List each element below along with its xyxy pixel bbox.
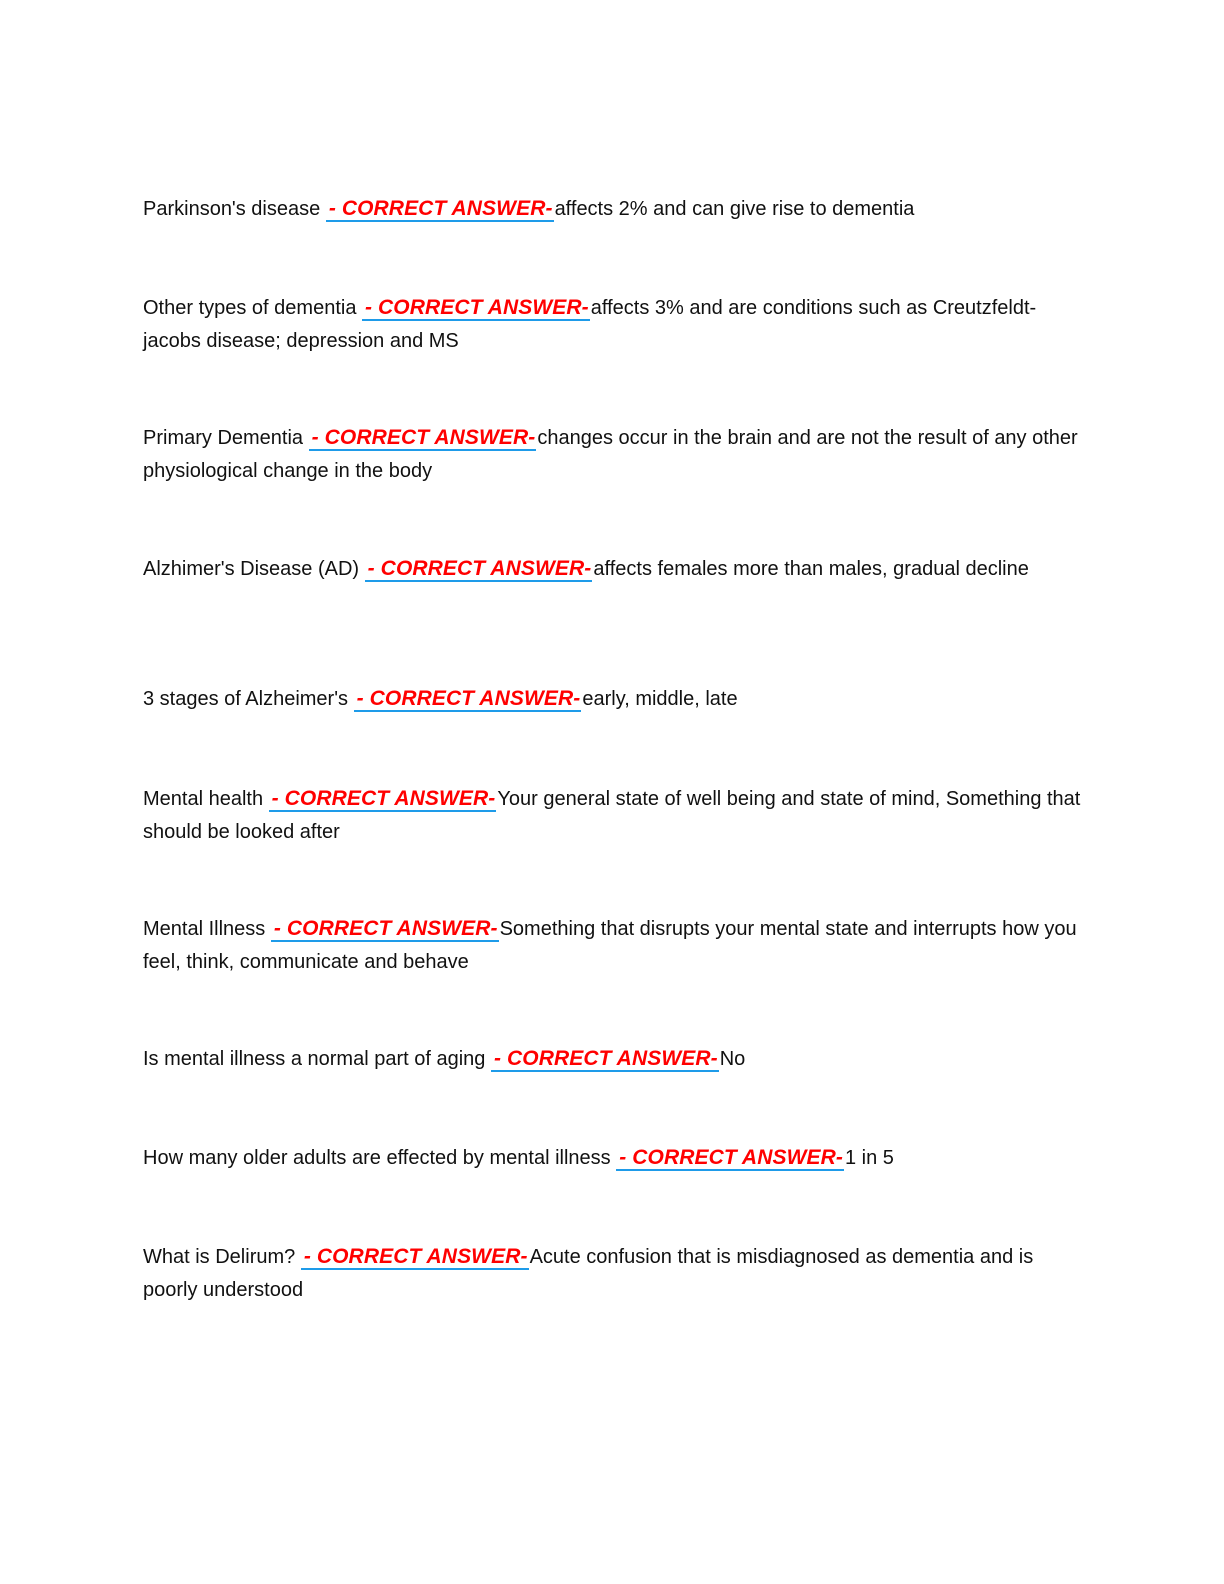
answer-text: affects 3% and are conditions such as Creutzfeldt- jacobs disease; depression and MS <box>143 297 1037 352</box>
qa-item <box>143 421 1083 488</box>
answer-text: early, middle, late <box>582 688 738 710</box>
qa-item <box>143 782 1083 849</box>
answer-text: No <box>719 1048 746 1070</box>
answer-text: changes occur in the brain and are not the result of any other physiological change in the body <box>143 427 1078 482</box>
correct-answer-marker: - CORRECT ANSWER- <box>301 1245 529 1270</box>
question-text: How many older adults are effected by mental illness <box>143 1147 611 1169</box>
correct-answer-marker: - CORRECT ANSWER- <box>326 197 554 222</box>
answer-text: 1 in 5 <box>844 1147 894 1169</box>
question-text: Alzhimer's Disease (AD) <box>143 558 360 580</box>
question-text: 3 stages of Alzheimer's <box>143 688 349 710</box>
correct-answer-marker: - CORRECT ANSWER- <box>309 426 537 451</box>
qa-item <box>143 291 1083 358</box>
answer-text: affects females more than males, gradual decline <box>593 558 1029 580</box>
correct-answer-marker: - CORRECT ANSWER- <box>362 296 590 321</box>
qa-item <box>143 1141 1083 1175</box>
correct-answer-marker: - CORRECT ANSWER- <box>365 557 593 582</box>
qa-item <box>143 1042 1083 1076</box>
question-text: Mental health <box>143 788 264 810</box>
qa-item <box>143 192 1083 226</box>
question-text: Mental Illness <box>143 918 266 940</box>
question-text: Primary Dementia <box>143 427 304 449</box>
qa-item <box>143 912 1083 979</box>
correct-answer-marker: - CORRECT ANSWER- <box>491 1047 719 1072</box>
answer-text: Something that disrupts your mental state and interrupts how you feel, think, communicate and behave <box>143 918 1077 973</box>
qa-item <box>143 682 1083 716</box>
correct-answer-marker: - CORRECT ANSWER- <box>271 917 499 942</box>
answer-text: Acute confusion that is misdiagnosed as dementia and is poorly understood <box>143 1246 1034 1301</box>
question-text: Other types of dementia <box>143 297 357 319</box>
correct-answer-marker: - CORRECT ANSWER- <box>269 787 497 812</box>
question-text: Parkinson's disease <box>143 198 321 220</box>
correct-answer-marker: - CORRECT ANSWER- <box>354 687 582 712</box>
question-text: What is Delirum? <box>143 1246 296 1268</box>
answer-text: affects 2% and can give rise to dementia <box>554 198 915 220</box>
answer-text: Your general state of well being and state of mind, Something that should be looked after <box>143 788 1081 843</box>
qa-item <box>143 552 1083 586</box>
correct-answer-marker: - CORRECT ANSWER- <box>616 1146 844 1171</box>
question-text: Is mental illness a normal part of aging <box>143 1048 486 1070</box>
qa-item <box>143 1240 1083 1307</box>
